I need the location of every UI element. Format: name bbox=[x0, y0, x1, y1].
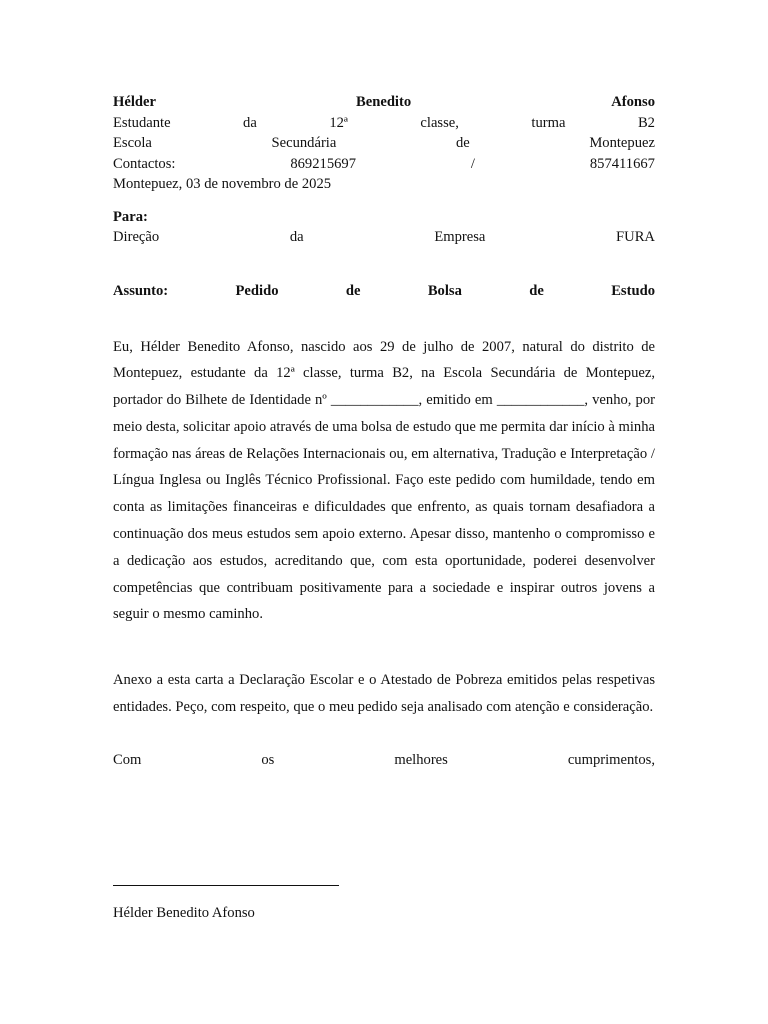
subject-line bbox=[113, 281, 655, 301]
subject-word: Assunto: bbox=[113, 282, 169, 299]
subject-word: Pedido bbox=[235, 282, 279, 299]
sender-school-word: Montepuez bbox=[589, 135, 655, 151]
sender-student-word: Estudante bbox=[113, 114, 171, 131]
place-date: Montepuez, 03 de novembro de 2025 bbox=[113, 176, 332, 192]
closing-word: cumprimentos, bbox=[567, 751, 655, 768]
contact-phone-1: 869215697 bbox=[290, 155, 356, 172]
recipient-line bbox=[113, 227, 655, 248]
sender-school-word: Secundária bbox=[271, 135, 337, 151]
recipient-label: Para: bbox=[113, 208, 148, 225]
sender-school-word: de bbox=[455, 135, 470, 151]
sender-school-word: Escola bbox=[113, 135, 152, 151]
closing-word: os bbox=[261, 751, 275, 768]
sender-name-word: Afonso bbox=[611, 94, 655, 110]
sender-name-word: Benedito bbox=[356, 94, 412, 110]
sender-student-word: classe, bbox=[420, 114, 459, 131]
sender-name-word: Hélder bbox=[113, 94, 156, 110]
subject-word: Bolsa bbox=[427, 282, 462, 299]
closing-word: melhores bbox=[394, 751, 448, 768]
subject-word: de bbox=[345, 282, 361, 299]
subject-word: Estudo bbox=[611, 282, 655, 299]
letter-page bbox=[113, 92, 655, 774]
sender-school-line bbox=[113, 133, 655, 154]
sender-student-word: 12ª bbox=[329, 114, 348, 131]
recipient-word: Empresa bbox=[434, 229, 486, 245]
subject-word: de bbox=[529, 282, 544, 299]
sender-student-word: B2 bbox=[637, 114, 655, 131]
contacts-label: Contactos: bbox=[113, 155, 176, 172]
signature-name: Hélder Benedito Afonso bbox=[113, 905, 255, 921]
closing-line bbox=[113, 747, 655, 774]
recipient-word: da bbox=[289, 229, 304, 245]
sender-student-line bbox=[113, 113, 655, 134]
closing-word: Com bbox=[113, 751, 142, 768]
sender-name-line bbox=[113, 92, 655, 113]
body-paragraph-request: Eu, Hélder Benedito Afonso, nascido aos 29 de julho de 2007, natural do distrito de Montepuez, estudante da 12ª classe, turma B2, na Escola Secundária de Montepuez, portador do Bilhete de Identidade nº ____________, emitido em ____________, venho, por meio desta, solicitar apoio através de uma bolsa de estudo que me permita dar início à minha formação nas áreas de Relações Internacionais ou, em alternativa, Tradução e Interpretação / Língua Inglesa ou Inglês Técnico Profissional. Faço este pedido com humildade, tendo em conta as limitações financeiras e dificuldades que enfrento, as quais tornam desafiadora a continuação dos meus estudos sem apoio externo. Apesar disso, mantenho o compromisso e a dedicação aos estudos, acreditando que, com esta oportunidade, poderei desenvolver competências que contribuam positivamente para a sociedade e inspirar outros jovens a seguir o mesmo caminho. bbox=[113, 338, 655, 623]
contact-phone-2: 857411667 bbox=[589, 155, 655, 172]
signature-line bbox=[113, 885, 339, 886]
contact-separator: / bbox=[470, 155, 475, 172]
recipient-word: Direção bbox=[113, 229, 160, 245]
recipient-word: FURA bbox=[616, 229, 655, 245]
sender-student-word: da bbox=[243, 114, 257, 131]
sender-contacts-line bbox=[113, 154, 655, 175]
sender-student-word: turma bbox=[531, 114, 566, 131]
body-paragraph-annex: Anexo a esta carta a Declaração Escolar e o Atestado de Pobreza emitidos pelas respetivas entidades. Peço, com respeito, que o meu pedido seja analisado com atenção e consideração. bbox=[113, 672, 655, 716]
